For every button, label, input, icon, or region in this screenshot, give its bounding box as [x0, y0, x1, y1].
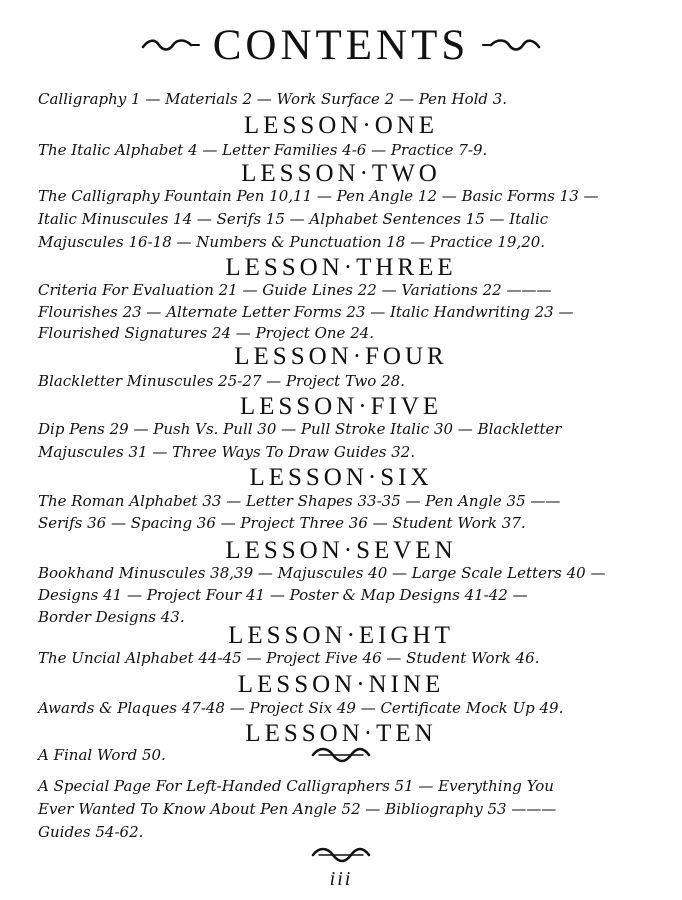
lesson-line: Awards & Plaques 47-48 — Project Six 49 — Certificate Mock Up 49.	[38, 699, 564, 717]
page-title: CONTENTS	[212, 21, 470, 69]
lesson-line: The Italic Alphabet 4 — Letter Families 4-6 — Practice 7-9.	[38, 141, 488, 159]
lesson-line: Dip Pens 29 — Push Vs. Pull 30 — Pull Stroke Italic 30 — Blackletter	[38, 420, 562, 438]
lesson-heading: LESSON·SIX	[249, 464, 433, 491]
closing-line: Guides 54-62.	[38, 823, 144, 841]
title-row	[0, 16, 682, 74]
lesson-line: Criteria For Evaluation 21 — Guide Lines 22 — Variations 22 ———	[38, 281, 552, 299]
lesson-line: Border Designs 43.	[38, 608, 185, 626]
lesson-heading: LESSON·SEVEN	[225, 537, 457, 564]
lesson-heading: LESSON·TEN	[245, 720, 437, 747]
lesson-line: Bookhand Minuscules 38,39 — Majuscules 40 — Large Scale Letters 40 —	[38, 564, 606, 582]
lesson-line: A Final Word 50.	[38, 746, 166, 764]
flourish-icon	[309, 844, 373, 866]
lesson-heading: LESSON·THREE	[225, 254, 457, 281]
lesson-line: Flourishes 23 — Alternate Letter Forms 23 — Italic Handwriting 23 —	[38, 303, 574, 321]
lesson-line: Blackletter Minuscules 25-27 — Project Two 28.	[38, 372, 405, 390]
right-flourish-icon	[479, 35, 541, 55]
lesson-line: The Roman Alphabet 33 — Letter Shapes 33-35 — Pen Angle 35 ——	[38, 492, 561, 510]
lesson-heading: LESSON·FOUR	[234, 343, 448, 370]
lesson-line: Majuscules 16-18 — Numbers & Punctuation 18 — Practice 19,20.	[38, 233, 546, 251]
page-number: iii	[329, 868, 353, 890]
lesson-heading: LESSON·ONE	[243, 112, 439, 139]
lesson-line: The Uncial Alphabet 44-45 — Project Five 46 — Student Work 46.	[38, 649, 540, 667]
lesson-line: Italic Minuscules 14 — Serifs 15 — Alphabet Sentences 15 — Italic	[38, 210, 549, 228]
lesson-line: Flourished Signatures 24 — Project One 24.	[38, 324, 375, 342]
lesson-heading: LESSON·NINE	[237, 671, 445, 698]
lesson-line: The Calligraphy Fountain Pen 10,11 — Pen Angle 12 — Basic Forms 13 —	[38, 187, 599, 205]
intro-line: Calligraphy 1 — Materials 2 — Work Surface 2 — Pen Hold 3.	[38, 90, 508, 108]
closing-line: A Special Page For Left-Handed Calligraphers 51 — Everything You	[38, 777, 554, 795]
flourish-icon	[309, 744, 373, 766]
left-flourish-icon	[141, 35, 203, 55]
lesson-line: Serifs 36 — Spacing 36 — Project Three 36 — Student Work 37.	[38, 514, 526, 532]
lesson-line: Designs 41 — Project Four 41 — Poster & Map Designs 41-42 —	[38, 586, 528, 604]
lesson-heading: LESSON·FIVE	[239, 393, 443, 420]
closing-line: Ever Wanted To Know About Pen Angle 52 — Bibliography 53 ———	[38, 800, 557, 818]
lesson-heading: LESSON·EIGHT	[228, 622, 454, 649]
lesson-line: Majuscules 31 — Three Ways To Draw Guides 32.	[38, 443, 416, 461]
bottom-flourish	[0, 844, 682, 866]
lesson-heading: LESSON·TWO	[241, 160, 441, 187]
divider-flourish	[0, 744, 682, 766]
